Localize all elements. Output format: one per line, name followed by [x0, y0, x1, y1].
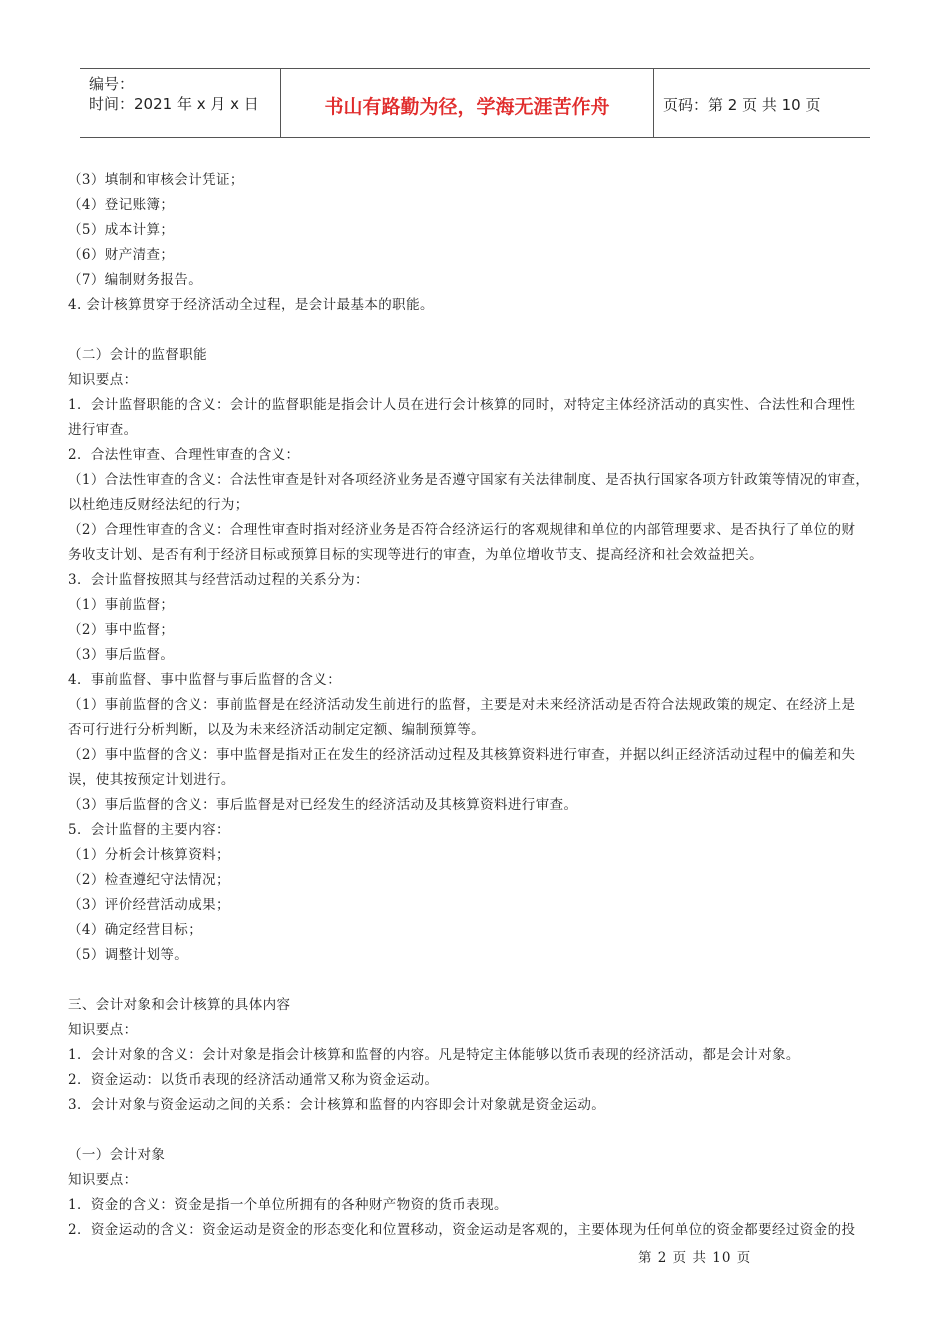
text-line: （6）财产清查； [68, 247, 175, 263]
text-line: （2）合理性审查的含义：合理性审查时指对经济业务是否符合经济运行的客观规律和单位的内部管理要求、是否执行了单位的财 [68, 522, 856, 538]
text-line: 2．资金运动：以货币表现的经济活动通常又称为资金运动。 [68, 1072, 439, 1088]
text-line: 3．会计对象与资金运动之间的关系：会计核算和监督的内容即会计对象就是资金运动。 [68, 1097, 606, 1113]
text-line: （1）分析会计核算资料； [68, 847, 230, 863]
text-line: 知识要点： [68, 372, 138, 388]
text-line: 务收支计划、是否有利于经济目标或预算目标的实现等进行的审查，为单位增收节支、提高经济和社会效益把关。 [68, 547, 763, 563]
text-line: （1）事前监督的含义：事前监督是在经济活动发生前进行的监督，主要是对未来经济活动是否符合法规政策的规定、在经济上是 [68, 697, 856, 713]
text-line: （3）事后监督。 [68, 647, 175, 663]
text-line: 以杜绝违反财经法纪的行为； [68, 497, 249, 513]
text-line: 5．会计监督的主要内容： [68, 822, 230, 838]
document-date: 时间：2021 年 x 月 x 日 [89, 95, 259, 113]
text-line: 知识要点： [68, 1022, 138, 1038]
text-line: 3．会计监督按照其与经营活动过程的关系分为： [68, 572, 369, 588]
text-line: 1．会计对象的含义：会计对象是指会计核算和监督的内容。凡是特定主体能够以货币表现的经济活动，都是会计对象。 [68, 1047, 800, 1063]
document-number-label: 编号： [89, 75, 135, 93]
header-meta-cell [80, 69, 281, 137]
text-line: （3）事后监督的含义：事后监督是对已经发生的经济活动及其核算资料进行审查。 [68, 797, 578, 813]
text-line: （1）合法性审查的含义：合法性审查是针对各项经济业务是否遵守国家有关法律制度、是否执行国家各项方针政策等情况的审查， [68, 472, 870, 488]
header-motto: 书山有路勤为径，学海无涯苦作舟 [324, 96, 610, 118]
header-motto-cell [281, 69, 654, 137]
text-line: 1．资金的含义：资金是指一个单位所拥有的各种财产物资的货币表现。 [68, 1197, 508, 1213]
header-page-cell [654, 69, 870, 137]
text-line: （3）填制和审核会计凭证； [68, 172, 244, 188]
page-header [80, 68, 870, 138]
text-line: 否可行进行分析判断，以及为未来经济活动制定定额、编制预算等。 [68, 722, 485, 738]
paragraph-gap [68, 318, 884, 343]
header-page-info: 页码：第 2 页 共 10 页 [663, 96, 821, 114]
text-line: （1）事前监督； [68, 597, 175, 613]
paragraph-gap [68, 968, 884, 993]
text-line: （一）会计对象 [68, 1147, 166, 1163]
page-footer: 第 2 页 共 10 页 [638, 1250, 752, 1266]
text-line: 4．事前监督、事中监督与事后监督的含义： [68, 672, 342, 688]
text-line: （2）检查遵纪守法情况； [68, 872, 230, 888]
text-line: （2）事中监督的含义：事中监督是指对正在发生的经济活动过程及其核算资料进行审查，并据以纠正经济活动过程中的偏差和失 [68, 747, 856, 763]
text-line: （4）登记账簿； [68, 197, 175, 213]
text-line: （5）调整计划等。 [68, 947, 189, 963]
text-line: 误，使其按预定计划进行。 [68, 772, 235, 788]
text-line: 2．资金运动的含义：资金运动是资金的形态变化和位置移动，资金运动是客观的，主要体现为任何单位的资金都要经过资金的投 [68, 1222, 856, 1238]
text-line: （二）会计的监督职能 [68, 347, 207, 363]
text-line: 4. 会计核算贯穿于经济活动全过程，是会计最基本的职能。 [68, 297, 434, 313]
text-line: 2．合法性审查、合理性审查的含义： [68, 447, 300, 463]
text-line: （4）确定经营目标； [68, 922, 203, 938]
text-line: 三、会计对象和会计核算的具体内容 [68, 997, 291, 1013]
text-line: （3）评价经营活动成果； [68, 897, 230, 913]
paragraph-gap [68, 1118, 884, 1143]
text-line: （2）事中监督； [68, 622, 175, 638]
text-line: （5）成本计算； [68, 222, 175, 238]
document-body [68, 168, 884, 1243]
text-line: 知识要点： [68, 1172, 138, 1188]
text-line: （7）编制财务报告。 [68, 272, 203, 288]
text-line: 进行审查。 [68, 422, 138, 438]
text-line: 1．会计监督职能的含义：会计的监督职能是指会计人员在进行会计核算的同时，对特定主体经济活动的真实性、合法性和合理性 [68, 397, 856, 413]
